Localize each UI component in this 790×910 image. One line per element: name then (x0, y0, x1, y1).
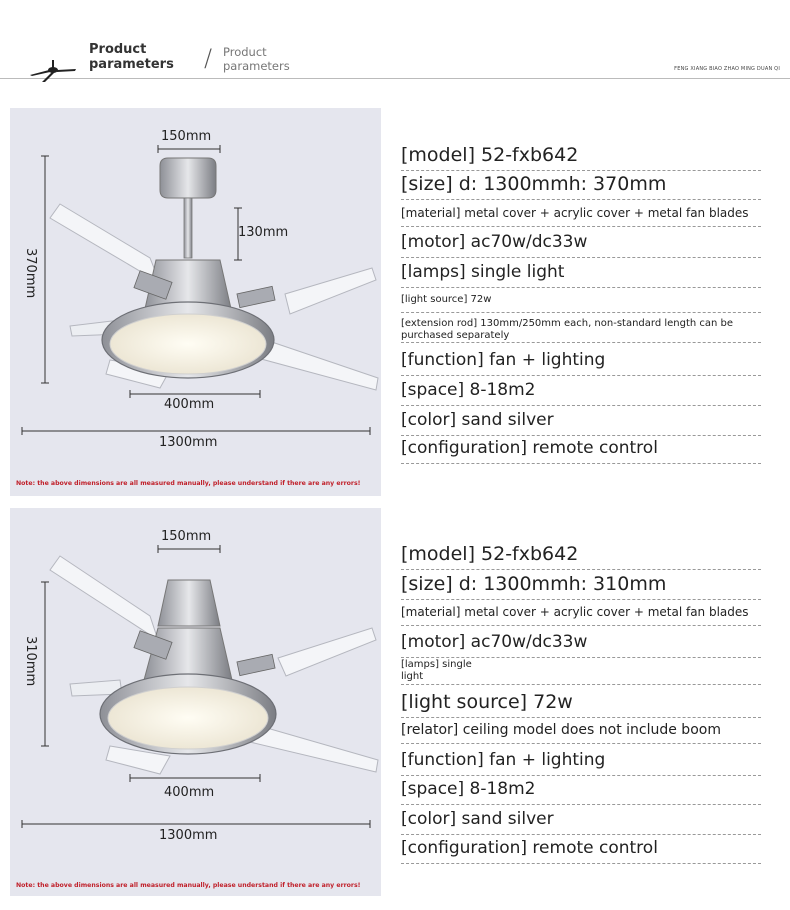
brand-text: FENG XIANG BIAO ZHAO MING DUAN QI (674, 66, 780, 72)
spec-model: [model] 52-fxb642 (401, 540, 761, 570)
spec-lamps: [lamps] single light (401, 659, 472, 682)
dimension-height: 310mm (23, 636, 38, 687)
spec-extension-rod: [extension rod] 130mm/250mm each, non-standard length can be purchased separately (401, 318, 761, 343)
spec-function: [function] fan + lighting (401, 346, 761, 376)
spec-size: [size] d: 1300mmh: 310mm (401, 570, 761, 600)
spec-light-source: [light source] 72w (401, 688, 761, 718)
spec-model: [model] 52-fxb642 (401, 141, 761, 171)
title-separator: / (204, 44, 213, 72)
spec-lamps: [lamps] single light (401, 258, 761, 288)
spec-relator: [relator] ceiling model does not include boom (401, 718, 761, 744)
ceiling-fan-icon (28, 58, 78, 84)
spec-material: [material] metal cover + acrylic cover + metal fan blades (401, 600, 761, 626)
dimension-light-diameter: 400mm (164, 397, 215, 412)
spec-size: [size] d: 1300mmh: 370mm (401, 170, 761, 200)
spec-material: [material] metal cover + acrylic cover + metal fan blades (401, 201, 761, 227)
product-image-panel-1 (10, 108, 381, 496)
measurement-note: Note: the above dimensions are all measured manually, please understand if there are any errors! (16, 480, 361, 487)
measurement-note: Note: the above dimensions are all measured manually, please understand if there are any errors! (16, 882, 361, 889)
spec-light-source: [light source] 72w (401, 292, 761, 313)
spec-space: [space] 8-18m2 (401, 775, 761, 805)
spec-motor: [motor] ac70w/dc33w (401, 628, 761, 658)
spec-configuration: [configuration] remote control (401, 834, 761, 864)
product-image-panel-2 (10, 508, 381, 896)
spec-color: [color] sand silver (401, 805, 761, 835)
spec-color: [color] sand silver (401, 406, 761, 436)
header (0, 0, 790, 95)
dimension-top-width: 150mm (161, 129, 212, 144)
spec-divider (401, 683, 761, 685)
spec-function: [function] fan + lighting (401, 746, 761, 776)
dimension-light-diameter: 400mm (164, 785, 215, 800)
spec-configuration: [configuration] remote control (401, 434, 761, 464)
page-title: Product parameters (89, 42, 174, 72)
spec-space: [space] 8-18m2 (401, 376, 761, 406)
spec-motor: [motor] ac70w/dc33w (401, 228, 761, 258)
dimension-top-width: 150mm (161, 529, 212, 544)
header-divider (0, 78, 790, 79)
dimension-span: 1300mm (159, 828, 218, 843)
dimension-rod-length: 130mm (238, 225, 289, 240)
dimension-span: 1300mm (159, 435, 218, 450)
dimension-height: 370mm (23, 248, 38, 299)
page-subtitle: Product parameters (223, 45, 290, 73)
